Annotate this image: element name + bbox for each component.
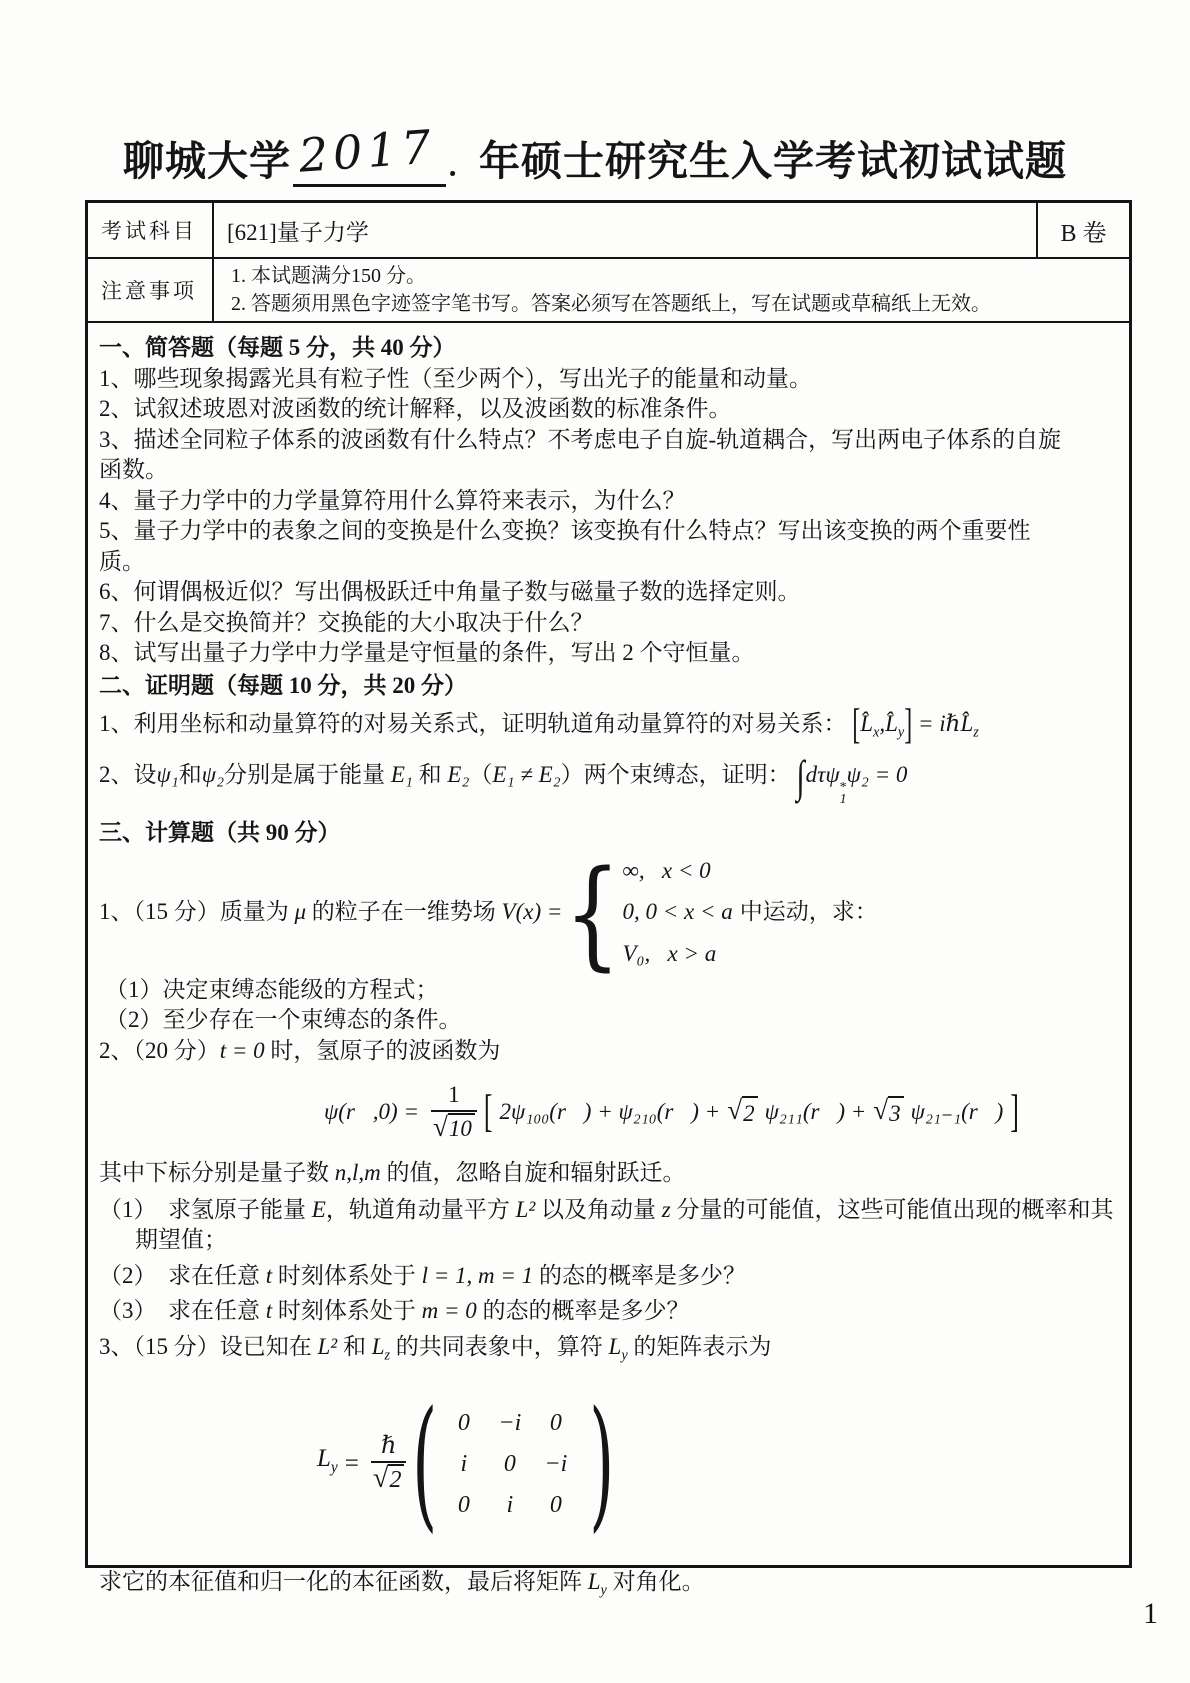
s3-question-3-lead: 3、（15 分）设已知在 L² 和 $L_z$ 的共同表象中，算符 $L_y$ 的矩阵表示为 xyxy=(99,1333,772,1364)
hydrogen-wavefunction-equation xyxy=(99,1066,1115,1158)
title-school: 聊城大学 xyxy=(122,138,291,184)
s2-q2-text-f: ）两个束缚态，证明： xyxy=(560,762,797,788)
s2-q2-text-a: 2、设 xyxy=(99,762,157,788)
s3-q2-item-3: （3） 求在任意 t 时刻体系处于 m = 0 的态的概率是多少？ xyxy=(99,1298,690,1324)
s3-question-1 xyxy=(99,843,1115,982)
section1-heading: 一、简答题（每题 5 分，共 40 分） xyxy=(99,335,456,360)
title-rest: 年硕士研究生入学考试初试试题 xyxy=(479,138,1068,184)
s3-q1-item-2: （2）至少存在一个束缚态的条件。 xyxy=(105,1007,462,1033)
matrix-cell: 0 xyxy=(549,1409,562,1436)
matrix-cell: i xyxy=(460,1450,468,1477)
matrix-cell: −i xyxy=(498,1409,522,1436)
s3-q3-tail: 求它的本征值和归一化的本征函数，最后将矩阵 $L_y$ 对角化。 xyxy=(99,1568,705,1599)
lm-condition: l = 1, m = 1 xyxy=(421,1262,534,1288)
s1-question-3: 3、描述全同粒子体系的波函数有什么特点？不考虑电子自旋-轨道耦合，写出两电子体系的自旋函数。 xyxy=(99,426,1062,482)
paper-type-badge: B 卷 xyxy=(1036,203,1129,259)
Lz-symbol: $L_z$ xyxy=(371,1333,391,1364)
sqrt-3: √ 3 xyxy=(873,1096,903,1130)
exam-body xyxy=(88,323,1129,1606)
s2-question-1 xyxy=(99,703,1115,749)
s3-q1-trail: 中运动，求： xyxy=(739,899,878,925)
right-square-bracket: ] xyxy=(1010,1085,1019,1137)
s1-question-6: 6、何谓偶极近似？写出偶极跃迁中角量子数与磁量子数的选择定则。 xyxy=(99,579,801,604)
hbar-over-sqrt2: ℏ √ 2 xyxy=(371,1433,407,1495)
s3-q2-note: 其中下标分别是量子数 n,l,m 的值，忽略自旋和辐射跃迁。 xyxy=(99,1160,686,1186)
s1-question-2: 2、试叙述玻恩对波函数的统计解释，以及波函数的标准条件。 xyxy=(99,396,732,421)
orthogonality-integral: ∫dτψ * 1 ψ₂ = 0 xyxy=(796,752,908,808)
notes-label: 注意事项 xyxy=(88,259,212,323)
matrix-cell: −i xyxy=(544,1450,568,1477)
s1-question-4: 4、量子力学中的力学量算符用什么算符来表示，为什么？ xyxy=(99,487,686,513)
title-dot: ． xyxy=(448,149,480,182)
s1-question-1: 1、哪些现象揭露光具有粒子性（至少两个），写出光子的能量和动量。 xyxy=(99,365,812,391)
notes-cell xyxy=(212,259,1129,323)
s2-q1-text: 1、利用坐标和动量算符的对易关系式，证明轨道角动量算符的对易关系： xyxy=(99,711,847,736)
page-title xyxy=(0,119,1190,187)
s2-q2-paren-open: （ xyxy=(469,762,493,788)
matrix-cell: 0 xyxy=(549,1491,562,1518)
E1-symbol: E₁ xyxy=(390,762,413,788)
Ly-matrix-equation xyxy=(99,1380,1115,1546)
s3-q1-lead: 1、（15 分）质量为 μ 的粒子在一维势场 V(x) = xyxy=(99,899,563,925)
m-condition: m = 0 xyxy=(421,1298,477,1324)
subject-label: 考试科目 xyxy=(88,203,212,259)
case-row-3: V₀, x > a xyxy=(622,941,717,967)
commutator-formula: $[L̂_x,L̂_y]$ = $i\hbar L̂_z$ xyxy=(852,703,979,749)
Ly-symbol: $L_y$ xyxy=(608,1333,628,1364)
s3-q2-item-1: （1） 求氢原子能量 E，轨道角动量平方 L² 以及角动量 z 分量的可能值，这些可能值出现的概率和其期望值； xyxy=(99,1196,1114,1253)
z-symbol: z xyxy=(661,1196,671,1222)
psi1-symbol: ψ₁ xyxy=(156,762,179,788)
Ly-symbol: $L_y$ xyxy=(587,1568,607,1599)
matrix-cell: i xyxy=(506,1491,514,1518)
right-paren-glyph: ) xyxy=(589,1380,615,1546)
page-number: 1 xyxy=(1143,1597,1158,1630)
energy-inequality: E₁ ≠ E₂ xyxy=(492,762,561,788)
wavefunction-terms-3: ψ₂₁₋₁(r⃗) xyxy=(910,1099,1004,1125)
E2-symbol: E₂ xyxy=(447,762,470,788)
L-squared-symbol: L² xyxy=(317,1333,338,1359)
note-line-2: 2. 答题须用黑色字迹签字笔书写。答案必须写在答题纸上，写在试题或草稿纸上无效。 xyxy=(231,293,991,315)
note-line-1: 1. 本试题满分150 分。 xyxy=(231,265,426,287)
one-over-sqrt10: 1 √ 10 xyxy=(431,1082,477,1142)
s2-q2-text-b: 和 xyxy=(178,762,202,788)
potential-lhs: V(x) = xyxy=(501,899,563,925)
matrix-cell: 0 xyxy=(457,1409,470,1436)
left-paren-glyph: ( xyxy=(412,1380,438,1546)
s1-question-5: 5、量子力学中的表象之间的变换是什么变换？该变换有什么特点？写出该变换的两个重要性质。 xyxy=(99,518,1031,574)
s2-q2-text-d: 和 xyxy=(412,762,448,788)
s1-question-8: 8、试写出量子力学中力学量是守恒量的条件，写出 2 个守恒量。 xyxy=(99,640,755,665)
s3-q1-item-1: （1）决定束缚态能级的方程式； xyxy=(105,976,439,1002)
s2-question-2 xyxy=(99,752,1115,808)
equals-sign: = xyxy=(344,1449,359,1477)
matrix-lhs: $L_y$ xyxy=(317,1445,338,1477)
left-square-bracket: [ xyxy=(483,1085,493,1137)
s1-question-7: 7、什么是交换简并？交换能的大小取决于什么？ xyxy=(99,609,594,635)
title-year-handwritten: 2017 xyxy=(296,119,438,183)
piecewise-potential xyxy=(564,843,733,982)
title-year-underline xyxy=(293,119,446,187)
matrix-cell: 0 xyxy=(457,1491,470,1518)
matrix-cell: 0 xyxy=(503,1450,516,1477)
case-row-1: ∞, x < 0 xyxy=(622,857,711,883)
t-equals-0: t = 0 xyxy=(219,1037,265,1063)
matrix-cells xyxy=(437,1411,583,1517)
info-table xyxy=(88,203,1129,323)
t-symbol: t xyxy=(265,1262,273,1288)
quantum-numbers: n,l,m xyxy=(334,1160,381,1186)
wavefunction-terms-1: 2ψ₁₀₀(r⃗) + ψ₂₁₀(r⃗) + xyxy=(499,1099,721,1125)
left-brace-glyph: { xyxy=(564,843,622,982)
section2-heading: 二、证明题（每题 10 分，共 20 分） xyxy=(99,672,467,698)
s2-q2-text-c: 分别是属于能量 xyxy=(224,762,391,788)
mu-symbol: μ xyxy=(294,899,307,925)
t-symbol: t xyxy=(265,1298,273,1324)
case-row-2: 0, 0 < x < a xyxy=(622,899,733,925)
s3-question-2-lead: 2、（20 分）t = 0 时，氢原子的波函数为 xyxy=(99,1037,501,1063)
L-squared-symbol: L² xyxy=(515,1196,536,1222)
E-symbol: E xyxy=(311,1196,326,1222)
s3-q2-item-2: （2） 求在任意 t 时刻体系处于 l = 1, m = 1 的态的概率是多少？ xyxy=(99,1262,746,1288)
section3-heading: 三、计算题（共 90 分） xyxy=(99,820,341,846)
psi-lhs: ψ(r⃗,0) = xyxy=(324,1099,419,1125)
sqrt-2: √ 2 xyxy=(727,1096,757,1130)
subject-value: [621]量子力学 xyxy=(212,203,1036,259)
exam-sheet-frame xyxy=(85,200,1132,1599)
psi2-symbol: ψ₂ xyxy=(201,762,225,788)
wavefunction-terms-2: ψ₂₁₁(r⃗) + xyxy=(764,1099,867,1125)
